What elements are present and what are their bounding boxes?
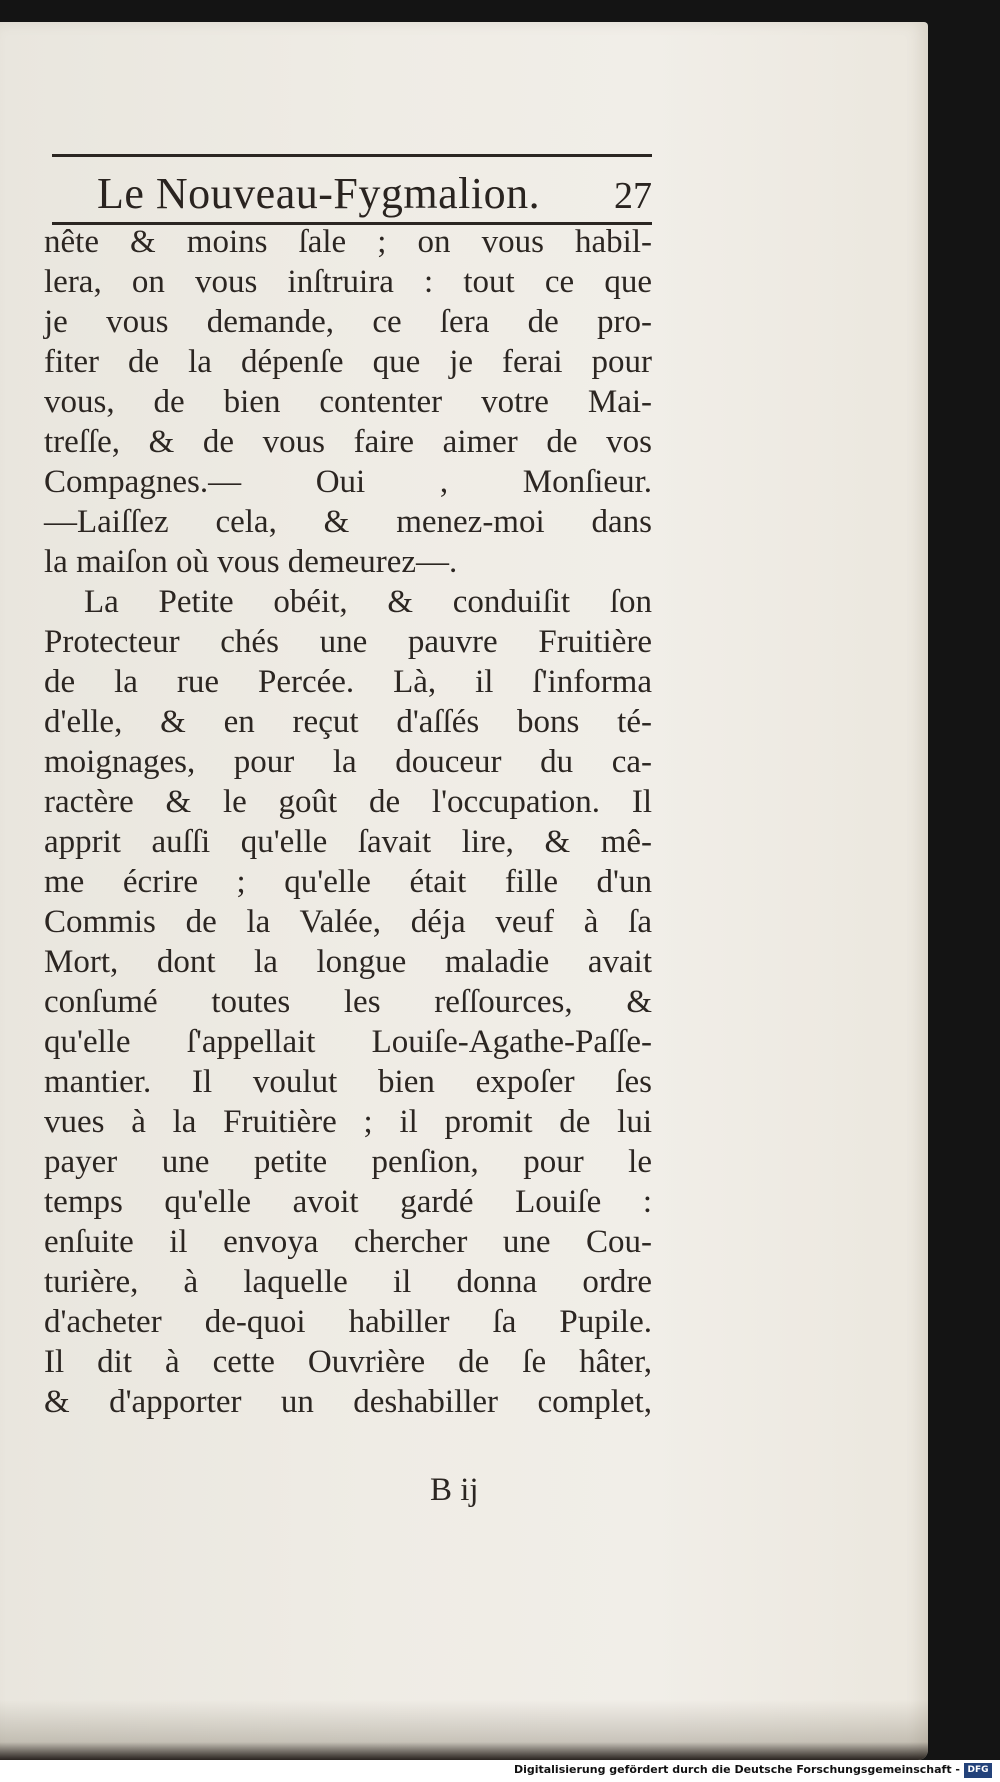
text-line: mantier. Il voulut bien expoſer ſes bbox=[44, 1064, 652, 1100]
text-line: je vous demande, ce ſera de pro- bbox=[44, 304, 652, 340]
text-line: ractère & le goût de l'occupation. Il bbox=[44, 784, 652, 820]
text-line: conſumé toutes les reſſources, & bbox=[44, 984, 652, 1020]
book-page bbox=[0, 22, 928, 1760]
text-line: Mort, dont la longue maladie avait bbox=[44, 944, 652, 980]
text-line: lera, on vous inſtruira : tout ce que bbox=[44, 264, 652, 300]
running-head-title: Le Nouveau-Fygmalion. bbox=[97, 169, 541, 218]
text-line: d'elle, & en reçut d'aſſés bons té- bbox=[44, 704, 652, 740]
text-line: nête & moins ſale ; on vous habil- bbox=[44, 224, 652, 260]
text-line: Protecteur chés une pauvre Fruitière bbox=[44, 624, 652, 660]
text-line: temps qu'elle avoit gardé Louiſe : bbox=[44, 1184, 652, 1220]
dfg-logo-icon: DFG bbox=[964, 1763, 992, 1778]
body-text bbox=[44, 222, 652, 1422]
running-head bbox=[52, 162, 652, 222]
text-line: qu'elle ſ'appellait Louiſe-Agathe-Paſſe- bbox=[44, 1024, 652, 1060]
text-line: vous, de bien contenter votre Mai- bbox=[44, 384, 652, 420]
text-line: treſſe, & de vous faire aimer de vos bbox=[44, 424, 652, 460]
text-line: Commis de la Valée, déja veuf à ſa bbox=[44, 904, 652, 940]
text-line: moignages, pour la douceur du ca- bbox=[44, 744, 652, 780]
text-line: de la rue Percée. Là, il ſ'informa bbox=[44, 664, 652, 700]
text-line: & d'apporter un deshabiller complet, bbox=[44, 1384, 652, 1420]
text-line: d'acheter de-quoi habiller ſa Pupile. bbox=[44, 1304, 652, 1340]
text-line: —Laiſſez cela, & menez-moi dans bbox=[44, 504, 652, 540]
text-line: Il dit à cette Ouvrière de ſe hâter, bbox=[44, 1344, 652, 1380]
page-number: 27 bbox=[614, 175, 652, 217]
text-line: enſuite il envoya chercher une Cou- bbox=[44, 1224, 652, 1260]
text-line: fiter de la dépenſe que je ferai pour bbox=[44, 344, 652, 380]
text-line: turière, à laquelle il donna ordre bbox=[44, 1264, 652, 1300]
header-rule-top bbox=[52, 154, 652, 157]
text-line: payer une petite penſion, pour le bbox=[44, 1144, 652, 1180]
text-line: me écrire ; qu'elle était fille d'un bbox=[44, 864, 652, 900]
digitization-footer bbox=[0, 1760, 1000, 1782]
text-line: la maiſon où vous demeurez—. bbox=[44, 544, 458, 580]
footer-credit: Digitalisierung gefördert durch die Deutsche Forschungsgemeinschaft - bbox=[513, 1763, 960, 1776]
text-line: La Petite obéit, & conduiſit ſon bbox=[84, 584, 652, 620]
text-line: apprit auſſi qu'elle ſavait lire, & mê- bbox=[44, 824, 652, 860]
text-line: vues à la Fruitière ; il promit de lui bbox=[44, 1104, 652, 1140]
text-line: Compagnes.— Oui , Monſieur. bbox=[44, 464, 652, 500]
signature-mark: B ij bbox=[430, 1472, 479, 1508]
